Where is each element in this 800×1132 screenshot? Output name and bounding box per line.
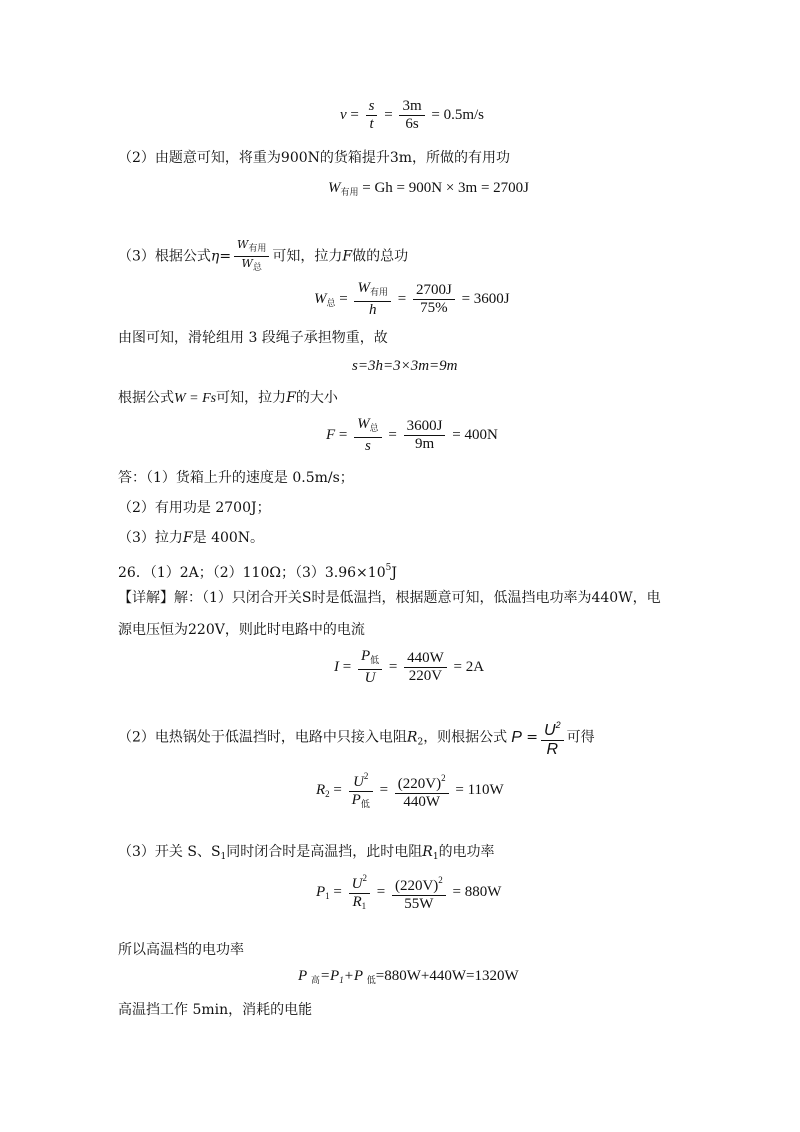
eq-symbol: R xyxy=(316,781,326,798)
eq-symbol: F xyxy=(342,248,353,265)
eq-symbol: W xyxy=(328,180,341,196)
fraction xyxy=(413,282,455,317)
eq-symbol: P xyxy=(316,883,326,900)
question-26-answer xyxy=(118,558,397,583)
eq-result: 400N xyxy=(464,426,498,443)
equation-power-r1: $P_1$ = $\frac{U^2}{R_1}$ = $\frac{(220V)^2}{55W}$ = 880W xyxy=(316,870,501,915)
text: （3）拉力 xyxy=(118,530,183,546)
fraction xyxy=(541,716,564,759)
subscript: 1 xyxy=(361,901,367,911)
subscript: 有用 xyxy=(340,187,359,197)
denominator: 440W xyxy=(403,794,441,810)
subscript: 有用 xyxy=(369,287,388,297)
text: 可知，拉力 xyxy=(272,248,343,265)
fraction xyxy=(399,98,424,133)
text: 的大小 xyxy=(295,390,338,406)
numerator xyxy=(541,716,564,741)
eq-symbol: F xyxy=(326,426,336,443)
eq-symbol: P xyxy=(511,728,522,746)
paragraph: 高温挡工作 5min，消耗的电能 xyxy=(118,1002,313,1018)
paragraph: （2）由题意可知，将重为900N的货箱提升3m，所做的有用功 xyxy=(118,150,511,166)
text: 是 400N。 xyxy=(192,530,265,546)
paragraph: 【详解】解：（1）只闭合开关S时是低温挡，根据题意可知，低温挡电功率为440W，电 xyxy=(118,590,661,606)
equation-distance: s=3h=3×3m=9m xyxy=(352,358,458,374)
fraction xyxy=(349,870,370,915)
fraction xyxy=(404,650,447,685)
text: 根据公式 xyxy=(118,390,174,406)
subscript: 高 xyxy=(310,975,320,985)
text: （3）开关 S、S xyxy=(118,844,221,860)
superscript: 2 xyxy=(438,875,443,885)
fraction xyxy=(354,416,382,455)
text: （2）电热锅处于低温挡时，电路中只接入电阻 xyxy=(118,729,407,746)
numerator: s xyxy=(366,98,378,116)
text: （3）根据公式 xyxy=(118,248,211,265)
fraction xyxy=(392,872,446,913)
denominator: 6s xyxy=(405,116,419,132)
subscript: 2 xyxy=(325,788,330,799)
fraction xyxy=(358,648,382,687)
eq-symbol: P xyxy=(351,792,361,808)
numerator xyxy=(349,870,370,894)
subscript: 1 xyxy=(220,852,227,862)
numerator xyxy=(354,280,391,302)
fraction xyxy=(366,98,378,133)
formula: W = Fs xyxy=(174,391,217,406)
text: 26．（1）2A；（2）110Ω；（3）3.96×10 xyxy=(118,565,386,581)
equation-high-power xyxy=(298,968,519,986)
eq-symbol: I xyxy=(334,658,339,675)
denominator: 75% xyxy=(420,300,448,316)
numerator: 2700J xyxy=(413,282,455,300)
eq-result: 110W xyxy=(467,781,504,798)
fraction xyxy=(354,280,391,319)
eq-symbol: U xyxy=(353,774,364,790)
denominator: s xyxy=(364,438,371,454)
subscript: 总 xyxy=(369,423,379,433)
eq-symbol: R xyxy=(352,894,362,910)
paragraph: 由图可知，滑轮组用 3 段绳子承担物重，故 xyxy=(118,330,388,346)
fraction xyxy=(234,238,269,275)
eq-symbol: F xyxy=(286,390,296,406)
denominator xyxy=(349,792,373,813)
eq-symbol: W xyxy=(241,257,253,270)
numerator: 3m xyxy=(399,98,424,116)
denominator: U xyxy=(364,670,376,686)
eq-symbol: U xyxy=(351,876,363,892)
denominator: h xyxy=(368,302,377,318)
subscript: 低 xyxy=(370,655,380,665)
text: 的电功率 xyxy=(438,844,495,860)
text: ，则根据公式 xyxy=(423,729,508,746)
eq-result: 0.5m/s xyxy=(443,106,485,123)
denominator xyxy=(349,894,370,915)
numerator xyxy=(234,238,269,257)
subscript: 1 xyxy=(339,975,344,985)
eq-symbol: =P xyxy=(319,968,340,984)
superscript: 2 xyxy=(362,873,367,883)
denominator: t xyxy=(369,116,374,132)
equation-useful-work xyxy=(328,180,529,198)
answer-line: （2）有用功是 2700J； xyxy=(118,500,271,516)
numerator xyxy=(354,416,382,438)
paragraph xyxy=(118,388,338,409)
eq-symbol: W xyxy=(237,238,249,251)
text: 同时闭合时是高温挡，此时电阻 xyxy=(226,844,423,860)
denominator: 55W xyxy=(404,896,434,912)
eq-body: = Gh = 900N × 3m = 2700J xyxy=(358,180,530,196)
equation-current: I = $\frac{P_低}{U}$ = $\frac{440W}{220V}$ = 2A xyxy=(334,648,485,686)
eq-symbol: R xyxy=(406,729,418,746)
equation-velocity: v = $\frac{s}{t}$ = $\frac{3m}{6s}$ = 0.5m/s xyxy=(340,98,485,132)
eq-symbol: W xyxy=(357,416,370,432)
numerator: 3600J xyxy=(404,418,446,436)
eq-symbol: U xyxy=(544,722,556,739)
numerator xyxy=(395,770,449,794)
eq-symbol: W xyxy=(314,290,327,307)
eq-result: 880W xyxy=(464,883,502,900)
eq-symbol: v xyxy=(340,106,347,123)
text: 做的总功 xyxy=(352,248,409,265)
eq-value: (220V) xyxy=(397,776,442,792)
subscript: 2 xyxy=(417,737,424,748)
fraction xyxy=(395,770,449,811)
paragraph: 所以高温档的电功率 xyxy=(118,942,244,958)
equation-force: F = $\frac{W_总}{s}$ = $\frac{3600J}{9m}$ = 400N xyxy=(326,416,498,454)
answer-line xyxy=(118,528,264,548)
text: 可得 xyxy=(566,729,595,746)
fraction xyxy=(404,418,446,453)
denominator xyxy=(234,257,269,275)
eq-symbol: F xyxy=(182,530,193,546)
fraction xyxy=(349,768,373,813)
eq-symbol: W xyxy=(357,280,370,296)
eq-result: 2A xyxy=(465,658,485,675)
eq-value: (220V) xyxy=(394,878,439,894)
numerator xyxy=(349,768,373,792)
subscript: 1 xyxy=(432,852,439,862)
eq-symbol: R xyxy=(422,844,433,860)
superscript: 2 xyxy=(555,720,561,730)
denominator: 220V xyxy=(408,668,443,684)
numerator: 440W xyxy=(404,650,447,668)
superscript: 2 xyxy=(441,773,446,783)
equation-total-work: $W_总$ = $\frac{W_{有用}}{h}$ = $\frac{2700J}{75\%}$ = 3600J xyxy=(314,280,510,318)
equation-resistance: $R_2$ = $\frac{U^2}{P_低}$ = $\frac{(220V)^2}{440W}$ = 110W xyxy=(316,768,504,813)
subscript: 总 xyxy=(326,297,336,308)
numerator xyxy=(392,872,446,896)
text: J xyxy=(391,565,397,581)
paragraph xyxy=(118,842,495,867)
answer-line: 答：（1）货箱上升的速度是 0.5m/s； xyxy=(118,470,354,486)
eq-symbol: P xyxy=(360,648,371,664)
eq-symbol: P xyxy=(298,968,308,984)
subscript: 总 xyxy=(252,263,262,273)
eq-body: =880W+440W=1320W xyxy=(375,968,519,984)
paragraph: （2）电热锅处于低温挡时，电路中只接入电阻$R_2$，则根据公式 P = $\frac{U^2}{R}$ 可得 xyxy=(118,716,595,759)
text: 可知，拉力 xyxy=(216,390,287,406)
numerator xyxy=(358,648,382,670)
superscript: 2 xyxy=(363,771,369,781)
paragraph: 源电压恒为220V，则此时电路中的电流 xyxy=(118,622,365,638)
eq-result: 3600J xyxy=(473,290,510,307)
subscript: 低 xyxy=(366,975,376,985)
subscript: 有用 xyxy=(248,244,267,254)
eq-symbol: η xyxy=(210,248,220,265)
denominator: R xyxy=(546,741,559,758)
eq-symbol: +P xyxy=(343,968,364,984)
superscript: 5 xyxy=(385,563,392,573)
denominator: 9m xyxy=(414,436,435,452)
subscript: 低 xyxy=(360,799,370,809)
subscript: 1 xyxy=(325,890,330,901)
paragraph: （3）根据公式η= $\frac{W_{有用}}{W_总}$ 可知，拉力F做的总功 xyxy=(118,238,409,273)
